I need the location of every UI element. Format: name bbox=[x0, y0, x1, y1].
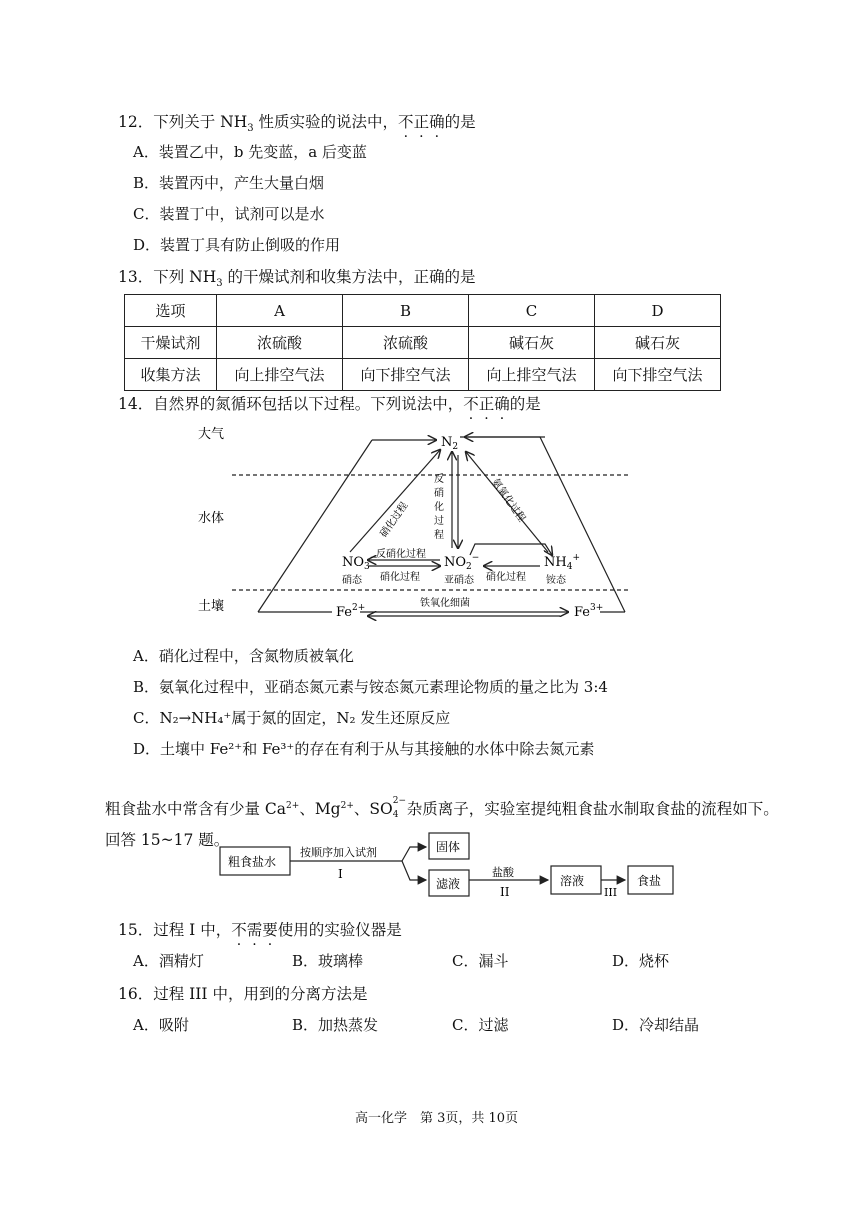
svg-text:化: 化 bbox=[434, 502, 444, 513]
q16-option-c: C．过滤 bbox=[452, 1016, 509, 1034]
zone-soil-label: 土壤 bbox=[198, 599, 225, 614]
flow-step3-num: III bbox=[604, 886, 618, 899]
table-cell: A bbox=[217, 295, 343, 327]
nh4-label: $NH_4^+$ bbox=[544, 553, 580, 572]
table-cell: 向下排空气法 bbox=[595, 359, 721, 391]
intro-line-1: 粗食盐水中常含有少量 $Ca^{2+}$、$Mg^{2+}$、SO 2− 4 杂质离子，实验室提纯粗食盐水制取食盐的流程如下。 bbox=[105, 796, 779, 820]
q14-option-d: D．土壤中 Fe²⁺和 Fe³⁺的存在有利于从与其接触的水体中除去氮元素 bbox=[133, 740, 595, 758]
svg-text:硝: 硝 bbox=[434, 488, 444, 499]
table-cell: 收集方法 bbox=[125, 359, 217, 391]
table-row bbox=[125, 327, 721, 359]
fe2-label: $Fe^{2+}$ bbox=[336, 603, 366, 620]
table-cell: C bbox=[469, 295, 595, 327]
q16-option-b: B．加热蒸发 bbox=[292, 1016, 379, 1034]
q12-stem: 12．下列关于 $NH_3$ 性质实验的说法中，不正确的是 bbox=[118, 113, 476, 135]
table-row bbox=[125, 359, 721, 391]
q13-table bbox=[124, 294, 721, 391]
nh4-state-label: 铵态 bbox=[546, 575, 566, 586]
flow-filtrate: 滤液 bbox=[436, 877, 461, 891]
flow-solid: 固体 bbox=[436, 840, 461, 854]
q14-option-a: A．硝化过程中，含氮物质被氧化 bbox=[133, 647, 354, 665]
q12-option-d: D．装置丁具有防止倒吸的作用 bbox=[133, 236, 341, 254]
table-cell: 碱石灰 bbox=[469, 327, 595, 359]
q14-stem: 14．自然界的氮循环包括以下过程。下列说法中，不正确的是 bbox=[118, 395, 541, 413]
table-cell: 选项 bbox=[125, 295, 217, 327]
table-cell: 干燥试剂 bbox=[125, 327, 217, 359]
nitrification-right-label: 硝化过程 bbox=[486, 572, 526, 583]
q15-option-b: B．玻璃棒 bbox=[292, 952, 364, 970]
table-cell: 浓硫酸 bbox=[217, 327, 343, 359]
q14-option-c: C．N₂→NH₄⁺属于氮的固定，N₂ 发生还原反应 bbox=[133, 709, 451, 727]
table-cell: B bbox=[343, 295, 469, 327]
q12-option-c: C．装置丁中，试剂可以是水 bbox=[133, 205, 325, 223]
svg-text:程: 程 bbox=[434, 530, 444, 541]
q15-option-c: C．漏斗 bbox=[452, 952, 509, 970]
vertical-denitrification-label bbox=[434, 472, 444, 541]
table-cell: 浓硫酸 bbox=[343, 327, 469, 359]
q15-option-d: D．烧杯 bbox=[612, 952, 670, 970]
q13-stem: 13．下列 $NH_3$ 的干燥试剂和收集方法中，正确的是 bbox=[118, 268, 476, 290]
flow-step2-label: 盐酸 bbox=[492, 866, 514, 879]
nitrogen-cycle-diagram bbox=[190, 420, 640, 630]
flow-salt: 食盐 bbox=[637, 874, 662, 888]
intro-line-2: 回答 15~17 题。 bbox=[105, 831, 230, 849]
q16-option-d: D．冷却结晶 bbox=[612, 1016, 700, 1034]
zone-air-label: 大气 bbox=[198, 427, 225, 442]
denitrification-label: 反硝化过程 bbox=[376, 549, 426, 560]
no2-label: $NO_2^-$ bbox=[444, 553, 480, 572]
salt-flow-diagram bbox=[210, 825, 685, 900]
q14-option-b: B．氨氧化过程中，亚硝态氮元素与铵态氮元素理论物质的量之比为 3:4 bbox=[133, 678, 608, 696]
n2-label: $N_2$ bbox=[441, 435, 459, 452]
no3-state-label: 硝态 bbox=[342, 575, 362, 586]
iron-bacteria-label: 铁氧化细菌 bbox=[420, 598, 470, 609]
table-cell: 向下排空气法 bbox=[343, 359, 469, 391]
zone-water-label: 水体 bbox=[198, 511, 225, 526]
svg-text:反: 反 bbox=[434, 474, 444, 485]
diag-right-label: 氨氧化过程 bbox=[489, 476, 528, 525]
q15-option-a: A．酒精灯 bbox=[133, 952, 204, 970]
diag-left-label: 硝化过程 bbox=[378, 500, 411, 540]
flow-solution: 溶液 bbox=[560, 874, 585, 888]
no3-label: $NO_3^-$ bbox=[342, 553, 378, 572]
svg-text:过: 过 bbox=[434, 516, 444, 527]
flow-step2-num: II bbox=[500, 885, 510, 899]
nitrification-label: 硝化过程 bbox=[380, 572, 420, 583]
flow-step1-num: I bbox=[338, 867, 343, 881]
q15-stem: 15．过程 I 中，不需要使用的实验仪器是 bbox=[118, 921, 402, 939]
q16-option-a: A．吸附 bbox=[133, 1016, 189, 1034]
table-cell: 向上排空气法 bbox=[217, 359, 343, 391]
table-row bbox=[125, 295, 721, 327]
table-cell: 向上排空气法 bbox=[469, 359, 595, 391]
q16-stem: 16．过程 III 中，用到的分离方法是 bbox=[118, 985, 368, 1003]
flow-crude-brine: 粗食盐水 bbox=[228, 855, 277, 869]
flow-step1-label: 按顺序加入试剂 bbox=[300, 846, 377, 859]
q12-option-b: B．装置丙中，产生大量白烟 bbox=[133, 174, 325, 192]
q12-option-a: A．装置乙中，b 先变蓝，a 后变蓝 bbox=[133, 143, 367, 161]
table-cell: 碱石灰 bbox=[595, 327, 721, 359]
no2-state-label: 亚硝态 bbox=[444, 575, 474, 586]
fe3-label: $Fe^{3+}$ bbox=[574, 603, 604, 620]
page-footer: 高一化学 第 3页，共 10页 bbox=[355, 1111, 519, 1126]
table-cell: D bbox=[595, 295, 721, 327]
